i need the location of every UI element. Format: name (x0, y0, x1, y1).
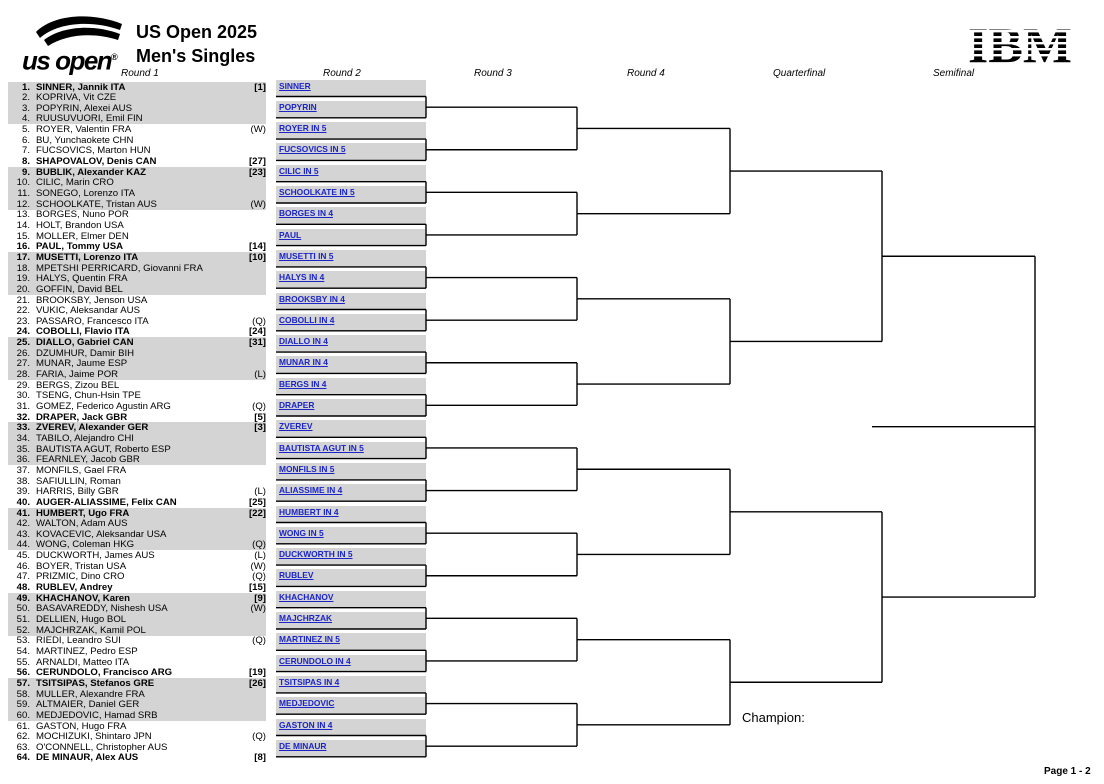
player-num: 6. (21, 134, 30, 146)
player-name: MUNAR, Jaume ESP (36, 358, 128, 370)
round2-result-link[interactable]: DE MINAUR (279, 740, 327, 751)
round2-result-link[interactable]: MONFILS IN 5 (279, 463, 335, 474)
player-num: 47. (16, 571, 30, 583)
player-num: 7. (21, 145, 30, 157)
player-name: TSENG, Chun-Hsin TPE (36, 390, 141, 402)
round2-result-link[interactable]: SINNER (279, 80, 311, 91)
player-name: ARNALDI, Matteo ITA (36, 656, 130, 668)
player-num: 32. (16, 411, 30, 423)
player-name: CERUNDOLO, Francisco ARG (36, 667, 173, 679)
player-num: 57. (16, 677, 30, 689)
player-name: PRIZMIC, Dino CRO (36, 571, 125, 583)
player-seed: [27] (248, 156, 266, 168)
player-name: RIEDI, Leandro SUI (36, 635, 121, 647)
player-seed: [26] (248, 677, 266, 689)
round-label-1: Round 1 (121, 68, 159, 79)
player-name: MOCHIZUKI, Shintaro JPN (36, 731, 152, 743)
round-label-qf: Quarterfinal (773, 68, 826, 79)
player-num: 53. (16, 635, 30, 647)
player-num: 36. (16, 454, 30, 466)
player-name: BAUTISTA AGUT, Roberto ESP (36, 443, 171, 455)
round2-result-link[interactable]: BORGES IN 4 (279, 208, 333, 219)
player-num: 12. (16, 198, 30, 210)
player-num: 11. (17, 188, 30, 199)
champion-label: Champion: (742, 710, 805, 725)
player-name: COBOLLI, Flavio ITA (36, 326, 130, 338)
player-num: 1. (21, 81, 30, 93)
player-num: 56. (16, 667, 30, 679)
player-num: 51. (16, 614, 30, 625)
round2-result-link[interactable]: CERUNDOLO IN 4 (279, 655, 351, 666)
round2-result-link[interactable]: DRAPER (279, 400, 315, 410)
player-num: 15. (16, 230, 30, 242)
player-name: DE MINAUR, Alex AUS (36, 752, 139, 764)
player-num: 50. (16, 603, 30, 615)
player-name: RUUSUVUORI, Emil FIN (36, 113, 143, 125)
player-seed: [3] (254, 422, 266, 434)
player-name: PAUL, Tommy USA (36, 241, 124, 253)
player-seed: [31] (248, 337, 266, 349)
player-num: 3. (21, 102, 30, 114)
round2-result-link[interactable]: WONG IN 5 (279, 527, 324, 538)
player-name: MULLER, Alexandre FRA (36, 688, 145, 700)
player-num: 14. (16, 219, 30, 231)
player-num: 48. (16, 582, 30, 594)
player-num: 19. (16, 273, 30, 285)
player-name: MAJCHRZAK, Kamil POL (36, 624, 146, 636)
round2-result-link[interactable]: RUBLEV (279, 570, 314, 581)
player-name: ZVEREV, Alexander GER (36, 422, 149, 434)
round2-result-link[interactable]: TSITSIPAS IN 4 (279, 676, 340, 687)
player-name: ALTMAIER, Daniel GER (36, 699, 140, 711)
player-num: 45. (16, 550, 30, 562)
player-seed: [24] (248, 326, 266, 338)
player-name: SINNER, Jannik ITA (36, 81, 126, 93)
round2-result-link[interactable]: BERGS IN 4 (279, 378, 327, 389)
player-name: TABILO, Alejandro CHI (36, 432, 134, 444)
player-num: 62. (16, 731, 30, 743)
player-seed: (Q) (252, 315, 266, 327)
player-seed: (W) (250, 124, 266, 136)
player-num: 30. (16, 390, 30, 402)
player-name: FARIA, Jaime POR (36, 369, 119, 381)
round2-result-link[interactable]: KHACHANOV (279, 591, 334, 602)
player-num: 10. (16, 177, 30, 189)
player-name: BROOKSBY, Jenson USA (36, 294, 148, 306)
player-seed: (W) (250, 198, 266, 210)
player-name: GASTON, Hugo FRA (36, 720, 127, 732)
player-name: FUCSOVICS, Marton HUN (36, 145, 151, 157)
player-seed: (L) (254, 550, 266, 562)
player-num: 8. (21, 156, 30, 168)
player-num: 49. (16, 592, 30, 604)
player-seed: [1] (254, 81, 266, 93)
player-num: 35. (16, 443, 30, 455)
player-num: 25. (16, 337, 30, 349)
player-name: BU, Yunchaokete CHN (36, 134, 134, 146)
round2-result-link[interactable]: FUCSOVICS IN 5 (279, 144, 346, 155)
player-name: MPETSHI PERRICARD, Giovanni FRA (36, 262, 203, 274)
player-name: MARTINEZ, Pedro ESP (36, 645, 138, 657)
player-seed: (Q) (252, 635, 266, 647)
player-name: KOPRIVA, Vit CZE (36, 92, 117, 104)
player-name: BASAVAREDDY, Nishesh USA (36, 603, 168, 615)
round2-result-link[interactable]: MARTINEZ IN 5 (279, 634, 340, 645)
player-name: DELLIEN, Hugo BOL (36, 614, 127, 625)
round2-result-link[interactable]: DIALLO IN 4 (279, 336, 328, 347)
round2-result-link[interactable]: ROYER IN 5 (279, 123, 327, 134)
round2-result-link[interactable]: COBOLLI IN 4 (279, 314, 335, 325)
player-num: 42. (16, 518, 30, 530)
player-seed: [14] (248, 241, 266, 253)
player-name: ROYER, Valentin FRA (36, 124, 132, 136)
player-num: 9. (21, 166, 30, 178)
player-seed: (W) (250, 603, 266, 615)
player-num: 52. (16, 624, 30, 636)
player-name: GOFFIN, David BEL (36, 283, 123, 295)
round2-result-link[interactable]: CILIC IN 5 (279, 165, 319, 176)
player-num: 13. (16, 209, 30, 221)
round2-result-link[interactable]: BAUTISTA AGUT IN 5 (279, 442, 364, 453)
player-name: FEARNLEY, Jacob GBR (36, 454, 140, 466)
player-name: DRAPER, Jack GBR (36, 411, 128, 423)
player-name: DUCKWORTH, James AUS (36, 550, 155, 562)
player-num: 63. (16, 741, 30, 753)
player-seed: (Q) (252, 571, 266, 583)
player-seed: (Q) (252, 401, 266, 412)
player-num: 29. (16, 379, 30, 391)
player-name: HOLT, Brandon USA (36, 219, 124, 231)
player-name: MONFILS, Gael FRA (36, 464, 127, 476)
player-name: SCHOOLKATE, Tristan AUS (36, 198, 157, 210)
round2-result-link[interactable]: MUNAR IN 4 (279, 357, 328, 368)
page-title: US Open 2025 (136, 22, 258, 42)
player-name: BOYER, Tristan USA (36, 560, 127, 572)
player-name: MOLLER, Elmer DEN (36, 230, 129, 242)
page-number: Page 1 - 2 (1044, 766, 1091, 777)
player-num: 33. (16, 422, 30, 434)
player-num: 20. (16, 283, 30, 295)
player-num: 5. (21, 124, 30, 136)
player-num: 40. (16, 496, 30, 508)
player-name: MUSETTI, Lorenzo ITA (36, 251, 139, 263)
round2-result-link[interactable]: PAUL (279, 229, 302, 240)
player-num: 61. (16, 720, 30, 732)
player-name: SONEGO, Lorenzo ITA (36, 188, 135, 199)
player-num: 38. (16, 475, 30, 487)
player-num: 27. (16, 358, 30, 370)
player-num: 37. (16, 464, 30, 476)
round2-result-link[interactable]: MEDJEDOVIC (279, 698, 335, 709)
player-seed: [15] (248, 582, 266, 594)
player-seed: [22] (248, 507, 266, 519)
player-num: 2. (21, 92, 30, 104)
round2-result-link[interactable]: DUCKWORTH IN 5 (279, 549, 353, 560)
player-num: 60. (16, 709, 30, 721)
player-seed: (Q) (252, 539, 266, 551)
player-num: 54. (16, 645, 30, 657)
player-name: HALYS, Quentin FRA (36, 273, 128, 285)
logo-wordmark: us open® (22, 45, 117, 76)
player-seed: (L) (254, 486, 266, 498)
round2-result-link[interactable]: ZVEREV (279, 421, 313, 432)
player-num: 59. (16, 699, 30, 711)
round-label-4: Round 4 (627, 68, 665, 79)
player-num: 16. (16, 241, 30, 253)
player-name: HARRIS, Billy GBR (36, 486, 119, 498)
player-num: 26. (16, 347, 30, 359)
round2-result-link[interactable]: MUSETTI IN 5 (279, 250, 334, 261)
round2-result-link[interactable]: GASTON IN 4 (279, 719, 333, 730)
player-name: O'CONNELL, Christopher AUS (36, 741, 168, 753)
round-label-sf: Semifinal (933, 68, 975, 79)
player-name: MEDJEDOVIC, Hamad SRB (36, 709, 158, 721)
player-num: 31. (16, 401, 30, 412)
player-seed: [10] (248, 251, 266, 263)
player-num: 43. (16, 528, 30, 540)
player-num: 17. (16, 251, 30, 263)
player-num: 28. (16, 369, 30, 381)
page-subtitle: Men's Singles (136, 46, 256, 66)
player-name: HUMBERT, Ugo FRA (36, 507, 130, 519)
player-name: BUBLIK, Alexander KAZ (36, 166, 146, 178)
player-num: 24. (16, 326, 30, 338)
player-num: 4. (21, 113, 30, 125)
player-seed: (Q) (252, 731, 266, 743)
player-num: 21. (16, 294, 30, 306)
player-name: BORGES, Nuno POR (36, 209, 129, 221)
player-name: DIALLO, Gabriel CAN (36, 337, 134, 349)
player-seed: (L) (254, 369, 266, 381)
player-name: WONG, Coleman HKG (36, 539, 135, 551)
player-name: KOVACEVIC, Aleksandar USA (36, 528, 167, 540)
player-name: BERGS, Zizou BEL (36, 379, 120, 391)
player-name: SHAPOVALOV, Denis CAN (36, 156, 157, 168)
round-label-2: Round 2 (323, 68, 361, 79)
player-name: GOMEZ, Federico Agustin ARG (36, 401, 171, 412)
player-seed: [25] (248, 496, 266, 508)
player-seed: [19] (248, 667, 266, 679)
round2-result-link[interactable]: SCHOOLKATE IN 5 (279, 187, 355, 197)
player-num: 41. (16, 507, 30, 519)
player-name: WALTON, Adam AUS (36, 518, 128, 530)
player-name: RUBLEV, Andrey (36, 582, 113, 594)
player-num: 58. (16, 688, 30, 700)
player-name: TSITSIPAS, Stefanos GRE (36, 677, 155, 689)
player-num: 34. (16, 432, 30, 444)
player-num: 39. (16, 486, 30, 498)
player-seed: [8] (254, 752, 266, 764)
player-seed: [5] (254, 411, 266, 423)
player-num: 44. (16, 539, 30, 551)
player-num: 22. (16, 305, 30, 317)
round2-result-link[interactable]: HUMBERT IN 4 (279, 506, 339, 517)
player-num: 23. (16, 315, 30, 327)
player-name: KHACHANOV, Karen (36, 592, 131, 604)
player-num: 18. (16, 262, 30, 274)
player-name: PASSARO, Francesco ITA (36, 315, 149, 327)
player-name: AUGER-ALIASSIME, Felix CAN (36, 496, 177, 508)
player-num: 55. (16, 656, 30, 668)
round2-result-link[interactable]: MAJCHRZAK (279, 613, 333, 623)
player-num: 46. (16, 560, 30, 572)
player-seed: [9] (254, 592, 266, 604)
player-seed: [23] (248, 166, 266, 178)
round2-result-link[interactable]: POPYRIN (279, 101, 317, 112)
round2-result-link[interactable]: BROOKSBY IN 4 (279, 293, 345, 304)
player-name: DZUMHUR, Damir BIH (36, 347, 135, 359)
player-num: 64. (16, 752, 30, 764)
player-name: VUKIC, Aleksandar AUS (36, 305, 140, 317)
player-name: POPYRIN, Alexei AUS (36, 102, 132, 114)
player-name: CILIC, Marin CRO (36, 177, 114, 189)
player-seed: (W) (250, 560, 266, 572)
player-name: SAFIULLIN, Roman (36, 475, 121, 487)
round2-result-link[interactable]: HALYS IN 4 (279, 272, 325, 283)
round2-result-link[interactable]: ALIASSIME IN 4 (279, 485, 343, 496)
round-label-3: Round 3 (474, 68, 512, 79)
